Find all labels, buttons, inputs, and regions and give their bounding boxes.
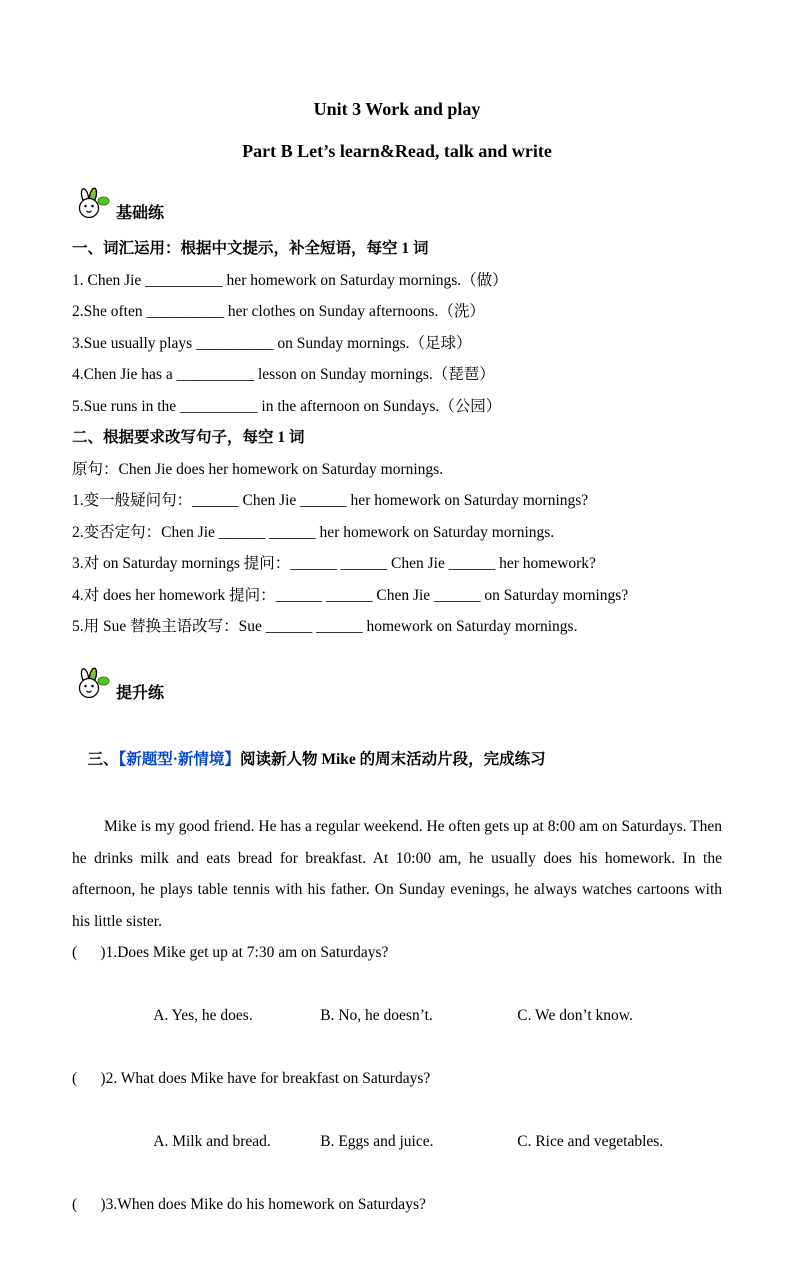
question-options <box>72 969 722 1064</box>
advanced-practice-label: 提升练 <box>116 684 165 702</box>
question-2 <box>72 1063 722 1189</box>
question-stem: ( )3.When does Mike do his homework on Saturdays? <box>72 1196 426 1213</box>
question-stem: ( )1.Does Mike get up at 7:30 am on Saturdays? <box>72 944 389 961</box>
option-b: B. Eggs and juice. <box>320 1133 434 1150</box>
option-c: C. We don’t know. <box>517 1007 633 1024</box>
rabbit-icon <box>72 187 112 223</box>
section2-heading: 二、根据要求改写句子，每空 1 词 <box>72 429 305 446</box>
option-b: B. No, he doesn’t. <box>320 1007 433 1024</box>
section1-item: 4.Chen Jie has a __________ lesson on Sunday mornings.（琵琶） <box>72 366 495 383</box>
page-subtitle: Part B Let’s learn&Read, talk and write <box>242 141 552 161</box>
option-a: A. Yes, he does. <box>153 1007 253 1024</box>
question-1 <box>72 937 722 1063</box>
section3-heading-highlight: 【新题型·新情境】 <box>118 751 240 768</box>
section2-item: 1.变一般疑问句：______ Chen Jie ______ her homework on Saturday mornings? <box>72 492 589 509</box>
advanced-practice-badge <box>72 667 722 703</box>
question-3 <box>72 1189 722 1221</box>
reading-passage: Mike is my good friend. He has a regular weekend. He often gets up at 8:00 am on Saturdays. Then he drinks milk and eats bread for breakfast. At 10:00 am, he usually does his homework. In the afternoon, he plays table tennis with his father. On Sunday evenings, he always watches cartoons with his little sister. <box>72 818 726 930</box>
section2-original-sentence: 原句：Chen Jie does her homework on Saturday mornings. <box>72 460 444 478</box>
question-options <box>72 1095 722 1190</box>
section2-item: 2.变否定句：Chen Jie ______ ______ her homework on Saturday mornings. <box>72 523 555 541</box>
section2-item: 5.用 Sue 替换主语改写：Sue ______ ______ homework on Saturday mornings. <box>72 618 578 635</box>
section3-heading <box>72 713 722 808</box>
section1-item: 2.She often __________ her clothes on Sunday afternoons.（洗） <box>72 303 485 320</box>
section1-item: 5.Sue runs in the __________ in the afternoon on Sundays.（公园） <box>72 397 502 415</box>
rabbit-icon <box>72 667 112 703</box>
basic-practice-badge <box>72 187 722 223</box>
section3-heading-prefix: 三、 <box>87 751 119 768</box>
basic-practice-label: 基础练 <box>116 205 165 222</box>
section1-heading: 一、词汇运用：根据中文提示，补全短语，每空 1 词 <box>72 240 429 257</box>
section1-item: 3.Sue usually plays __________ on Sunday mornings.（足球） <box>72 334 472 352</box>
section1-item: 1. Chen Jie __________ her homework on Saturday mornings.（做） <box>72 271 508 289</box>
section2-item: 3.对 on Saturday mornings 提问：______ ______ Chen Jie ______ her homework? <box>72 555 596 572</box>
page-title: Unit 3 Work and play <box>313 99 481 119</box>
question-stem: ( )2. What does Mike have for breakfast on Saturdays? <box>72 1070 431 1087</box>
option-a: A. Milk and bread. <box>153 1133 271 1150</box>
section3-heading-rest: 阅读新人物 Mike 的周末活动片段，完成练习 <box>239 751 546 768</box>
option-c: C. Rice and vegetables. <box>517 1133 664 1150</box>
section2-item: 4.对 does her homework 提问：______ ______ Chen Jie ______ on Saturday mornings? <box>72 586 629 604</box>
